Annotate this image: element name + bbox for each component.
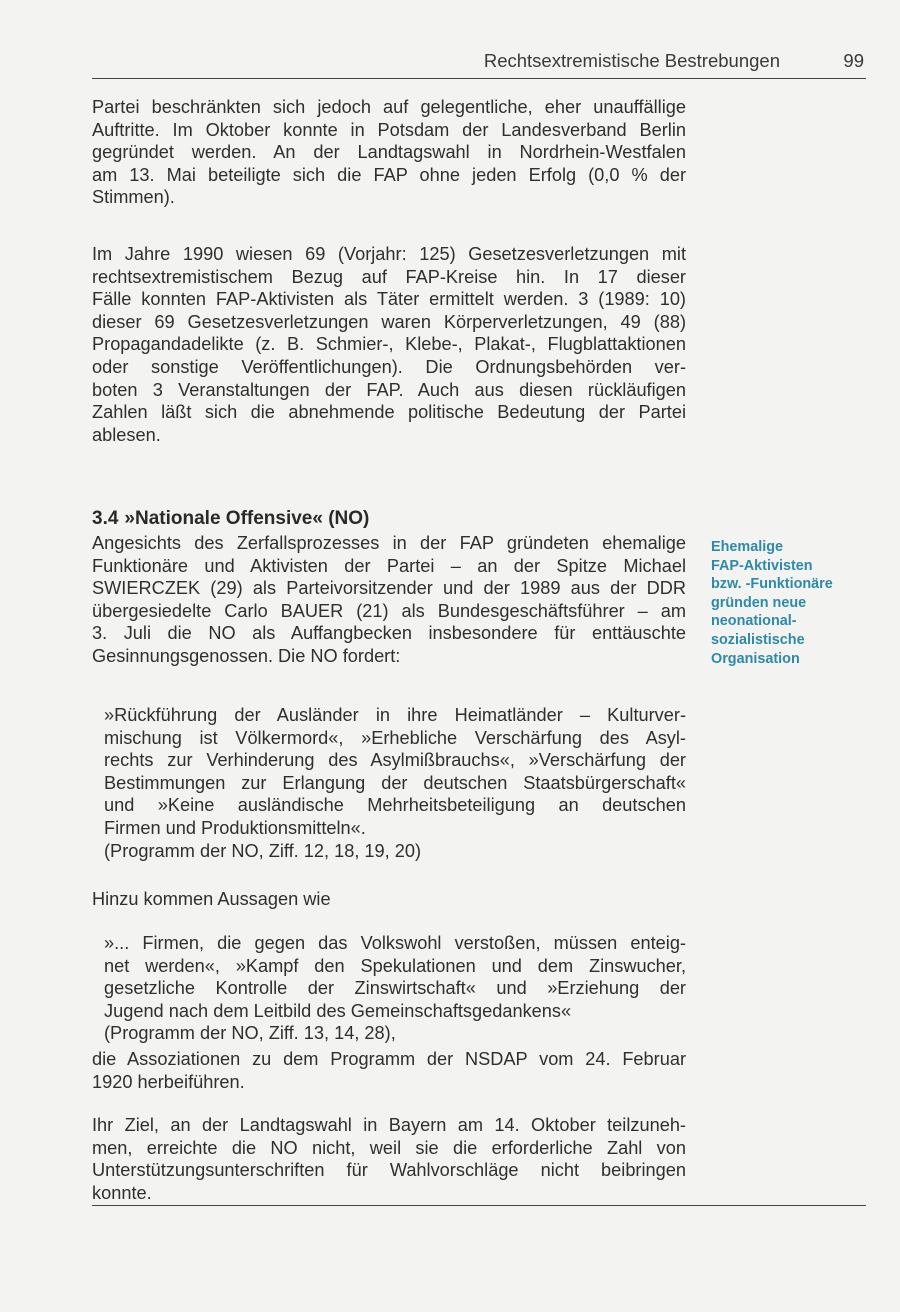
text-line: gegründet werden. An der Landtagswahl in Nordrhein-Westfalen xyxy=(92,142,686,163)
text-line: rechtsextremistischem Bezug auf FAP-Kreise hin. In 17 dieser xyxy=(92,266,686,287)
margin-note-line: FAP-Aktivisten xyxy=(711,557,813,574)
text-line: Stimmen). xyxy=(92,187,175,208)
quote-line: »... Firmen, die gegen das Volkswohl verstoßen, müssen enteig- xyxy=(104,933,686,953)
quote-line: net werden«, »Kampf den Spekulationen und dem Zinswucher, xyxy=(104,955,686,976)
text-line: 3. Juli die NO als Auffangbecken insbesondere für enttäuschte xyxy=(92,623,686,644)
margin-note-line: sozialistische xyxy=(711,631,805,648)
margin-note xyxy=(711,538,871,668)
page-header xyxy=(92,48,866,79)
text-line: Ihr Ziel, an der Landtagswahl in Bayern am 14. Oktober teilzuneh- xyxy=(92,1115,686,1135)
paragraph-nsdap-association xyxy=(92,1048,686,1093)
text-line: die Assoziationen zu dem Programm der NSDAP vom 24. Februar xyxy=(92,1049,686,1069)
text-line: Hinzu kommen Aussagen wie xyxy=(92,889,331,909)
page-number: 99 xyxy=(843,50,864,71)
margin-note-line: Ehemalige xyxy=(711,539,783,555)
text-line: Fälle konnten FAP-Aktivisten als Täter ermittelt werden. 3 (1989: 10) xyxy=(92,289,686,310)
text-line: Angesichts des Zerfallsprozesses in der FAP gründeten ehemalige xyxy=(92,533,686,553)
margin-note-line: neonational- xyxy=(711,613,797,630)
margin-note-line: bzw. -Funktionäre xyxy=(711,576,833,593)
paragraph-no-founding xyxy=(92,532,686,668)
text-line: Gesinnungsgenossen. Die NO fordert: xyxy=(92,645,401,666)
text-line: Unterstützungsunterschriften für Wahlvorschläge nicht beibringen xyxy=(92,1160,686,1181)
quote-no-program-1 xyxy=(104,704,686,862)
margin-note-line: gründen neue xyxy=(711,594,807,611)
quote-line: rechts zur Verhinderung des Asylmißbrauchs«, »Verschärfung der xyxy=(104,750,686,771)
text-line: Propagandadelikte (z. B. Schmier-, Klebe-, Plakat-, Flugblattaktionen xyxy=(92,334,686,355)
quote-no-program-2 xyxy=(104,932,686,1045)
text-line: Im Jahre 1990 wiesen 69 (Vorjahr: 125) Gesetzesverletzungen mit xyxy=(92,244,686,264)
text-line: men, erreichte die NO nicht, weil sie die erforderliche Zahl von xyxy=(92,1137,686,1158)
quote-citation: (Programm der NO, Ziff. 13, 14, 28), xyxy=(104,1023,396,1044)
text-line: oder sonstige Veröffentlichungen). Die Ordnungsbehörden ver- xyxy=(92,356,686,377)
quote-line: Bestimmungen zur Erlangung der deutschen Staatsbürgerschaft« xyxy=(104,772,686,793)
quote-line: mischung ist Völkermord«, »Erhebliche Verschärfung des Asyl- xyxy=(104,727,686,748)
text-line: übergesiedelte Carlo BAUER (21) als Bundesgeschäftsführer – am xyxy=(92,600,686,621)
text-line: 1920 herbeiführen. xyxy=(92,1071,245,1092)
text-line: Funktionäre und Aktivisten der Partei – an der Spitze Michael xyxy=(92,555,686,576)
paragraph-fap-activity xyxy=(92,96,686,209)
section-heading xyxy=(92,508,369,530)
margin-note-line: Organisation xyxy=(711,650,800,667)
quote-line: und »Keine ausländische Mehrheitsbeteiligung an deutschen xyxy=(104,795,686,816)
text-line: am 13. Mai beteiligte sich die FAP ohne jeden Erfolg (0,0 % der xyxy=(92,164,686,185)
quote-line: »Rückführung der Ausländer in ihre Heimatländer – Kulturver- xyxy=(104,705,686,725)
text-line: dieser 69 Gesetzesverletzungen waren Körperverletzungen, 49 (88) xyxy=(92,311,686,332)
paragraph-bavaria-election xyxy=(92,1114,686,1204)
text-line: ablesen. xyxy=(92,424,161,445)
paragraph-additional-statements xyxy=(92,888,686,911)
text-line: Zahlen läßt sich die abnehmende politische Bedeutung der Partei xyxy=(92,402,686,423)
paragraph-law-violations xyxy=(92,243,686,446)
quote-citation: (Programm der NO, Ziff. 12, 18, 19, 20) xyxy=(104,840,422,861)
text-line: boten 3 Veranstaltungen der FAP. Auch aus diesen rückläufigen xyxy=(92,379,686,400)
running-title: Rechtsextremistische Bestrebungen xyxy=(483,50,780,71)
text-line: konnte. xyxy=(92,1182,152,1203)
section-number: 3.4 xyxy=(92,508,119,529)
footer-rule xyxy=(92,1205,866,1206)
text-line: Partei beschränkten sich jedoch auf gelegentliche, eher unauffällige xyxy=(92,97,686,117)
text-line: SWIERCZEK (29) als Parteivorsitzender und der 1989 aus der DDR xyxy=(92,578,686,599)
quote-line: Firmen und Produktionsmitteln«. xyxy=(104,817,366,838)
section-title: »Nationale Offensive« (NO) xyxy=(124,508,370,529)
quote-line: gesetzliche Kontrolle der Zinswirtschaft« und »Erziehung der xyxy=(104,978,686,999)
quote-line: Jugend nach dem Leitbild des Gemeinschaftsgedankens« xyxy=(104,1000,572,1021)
text-line: Auftritte. Im Oktober konnte in Potsdam der Landesverband Berlin xyxy=(92,119,686,140)
